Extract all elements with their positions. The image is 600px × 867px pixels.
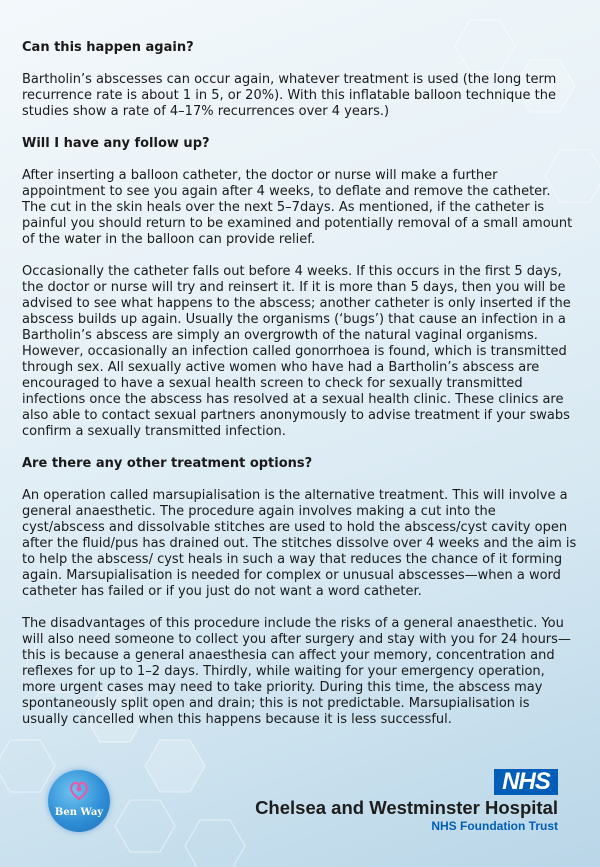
section-heading: Are there any other treatment options?	[22, 456, 313, 471]
hospital-name: Chelsea and Westminster Hospital	[255, 797, 558, 818]
section-heading: Can this happen again?	[22, 40, 194, 55]
ben-way-glyph-icon	[67, 778, 91, 802]
ben-way-logo	[48, 770, 110, 832]
section-paragraph: After inserting a balloon catheter, the doctor or nurse will make a further appointment to see you again after 4 weeks, to deflate and remove the catheter. The cut in the skin heals over the next 5–7days. As mentioned, if the catheter is painful you should return to be examined and potentially removal of a small amount of the water in the balloon can provide relief.	[22, 168, 573, 247]
section-paragraph: An operation called marsupialisation is the alternative treatment. This will involve a general anaesthetic. The procedure again involves making a cut into the cyst/abscess and dissolvable stitches are used to hold the abscess/cyst cavity open after the fluid/pus has drained out. The stitches dissolve over 4 weeks and the aim is to help the abscess/ cyst heals in such a way that reduces the chance of it forming again. Marsupialisation is needed for complex or unusual abscesses—when a word catheter has failed or if you just do not want a word catheter.	[22, 488, 577, 599]
trust-name: NHS Foundation Trust	[431, 819, 558, 833]
section-paragraph: Occasionally the catheter falls out before 4 weeks. If this occurs in the first 5 days, the doctor or nurse will try and reinsert it. If it is more than 5 days, then you will be advised to see what happens to the abscess; another catheter is only inserted if the abscess builds up again. Usually the organisms (‘bugs’) that cause an infection in a Bartholin’s abscess are simply an overgrowth of the natural vaginal organisms. However, occasionally an infection called gonorrhoea is found, which is transmitted through sex. All sexually active women who have had a Bartholin’s abscess are encouraged to have a sexual health screen to check for sexually transmitted infections once the abscess has resolved at a sexual health clinic. These clinics are also able to contact sexual partners anonymously to advise treatment if your swabs confirm a sexually transmitted infection.	[22, 264, 571, 439]
document-body	[22, 40, 578, 744]
section-paragraph: Bartholin’s abscesses can occur again, whatever treatment is used (the long term recurrence rate is about 1 in 5, or 20%). With this inflatable balloon technique the studies show a rate of 4–17% recurrences over 4 years.)	[22, 72, 557, 119]
section-heading: Will I have any follow up?	[22, 136, 210, 151]
section-paragraph: The disadvantages of this procedure include the risks of a general anaesthetic. You will also need someone to collect you after surgery and stay with you for 24 hours—this is because a general anaesthesia can affect your memory, concentration and reflexes for up to 1–2 days. Thirdly, while waiting for your emergency operation, more urgent cases may need to take priority. During this time, the abscess may spontaneously split open and drain; this is not predictable. Marsupialisation is usually cancelled when this happens because it is less successful.	[22, 616, 571, 727]
nhs-logo: NHS	[494, 769, 558, 795]
ben-way-logo-text: Ben Way	[54, 807, 104, 818]
